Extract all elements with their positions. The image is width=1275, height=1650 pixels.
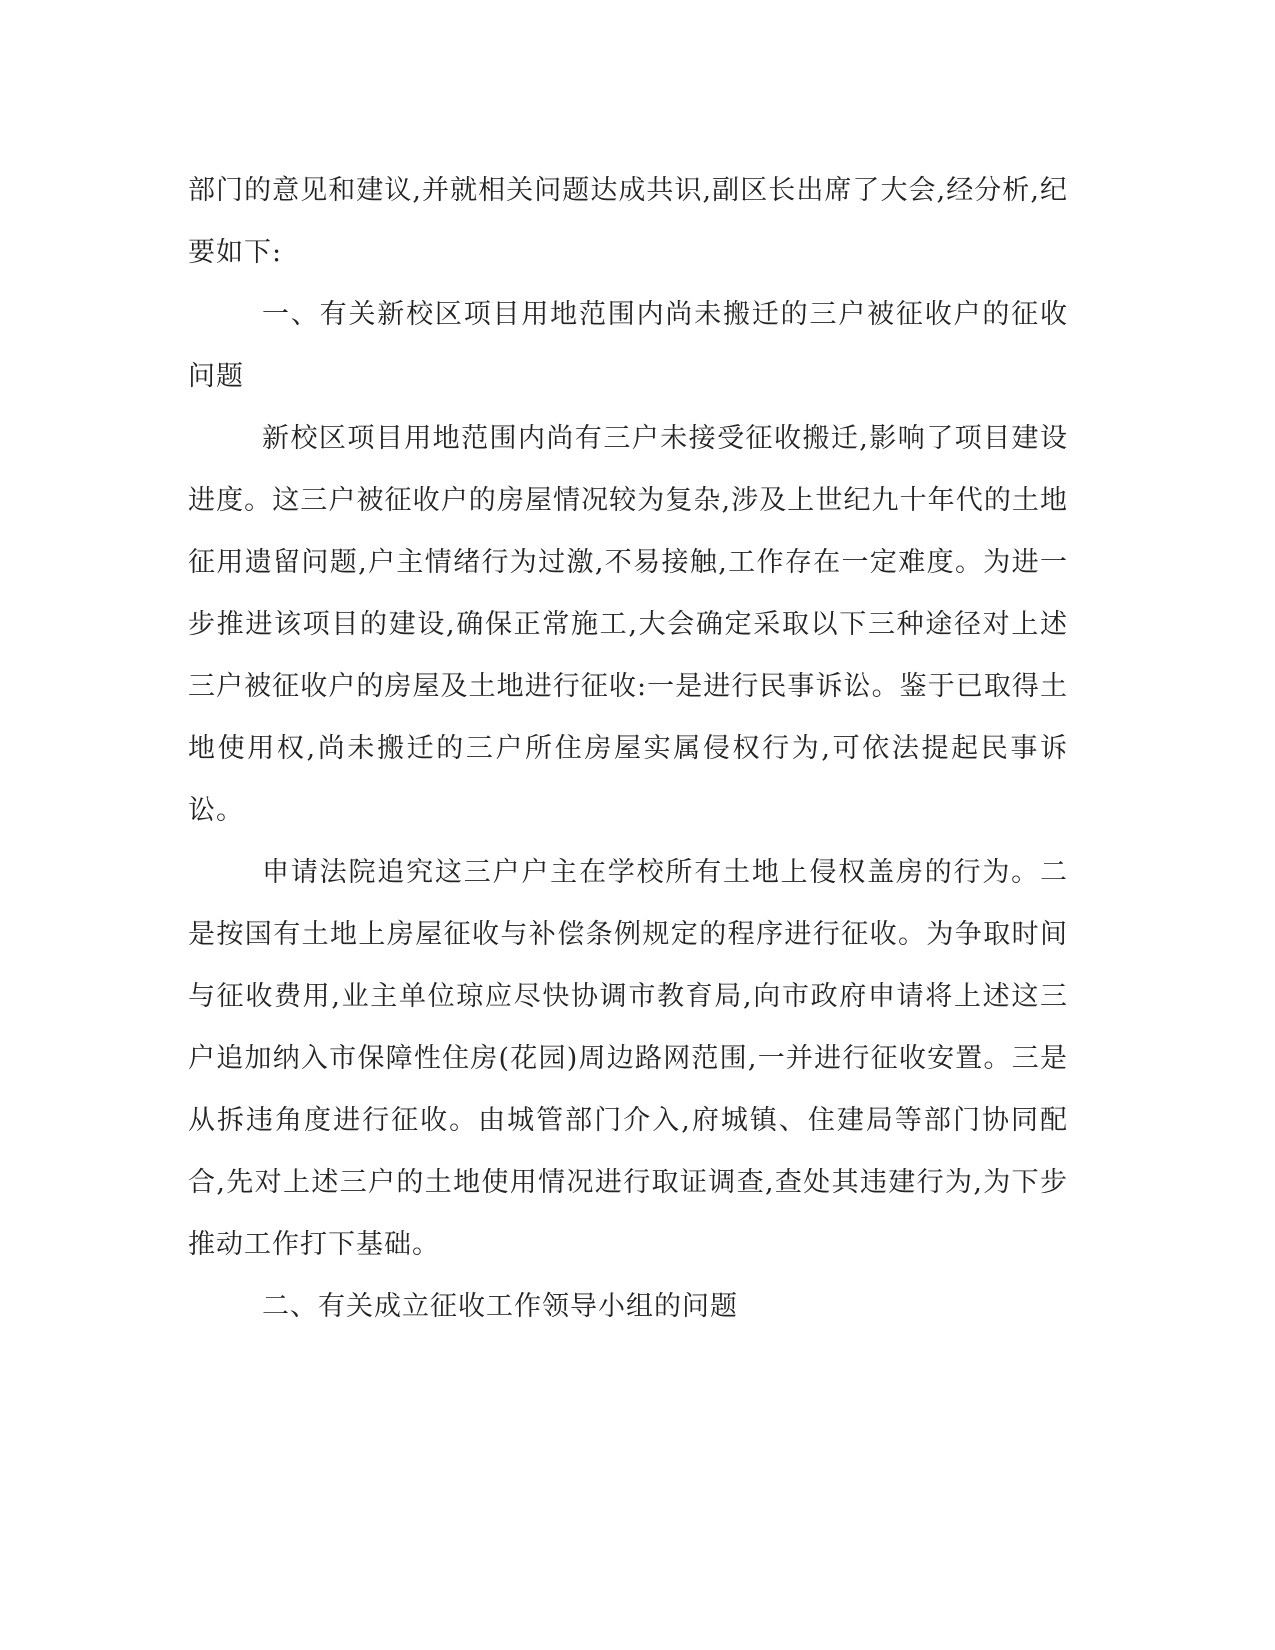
paragraph-section-1-body: 新校区项目用地范围内尚有三户未接受征收搬迁,影响了项目建设进度。这三户被征收户的房屋情况较为复杂,涉及上世纪九十年代的土地征用遗留问题,户主情绪行为过激,不易接触,工作存在一定难度。为进一步推进该项目的建设,确保正常施工,大会确定采取以下三种途径对上述三户被征收户的房屋及土地进行征收:一是进行民事诉讼。鉴于已取得土地使用权,尚未搬迁的三户所住房屋实属侵权行为,可依法提起民事诉讼。: [188, 423, 1068, 826]
section-heading-1: 一、有关新校区项目用地范围内尚未搬迁的三户被征收户的征收问题: [188, 299, 1068, 392]
document-body: [188, 160, 1068, 1338]
section-heading-2: 二、有关成立征收工作领导小组的问题: [262, 1291, 738, 1322]
paragraph-section-1-methods: 申请法院追究这三户户主在学校所有土地上侵权盖房的行为。二是按国有土地上房屋征收与补偿条例规定的程序进行征收。为争取时间与征收费用,业主单位琼应尽快协调市教育局,向市政府申请将上述这三户追加纳入市保障性住房(花园)周边路网范围,一并进行征收安置。三是从拆违角度进行征收。由城管部门介入,府城镇、住建局等部门协同配合,先对上述三户的土地使用情况进行取证调查,查处其违建行为,为下步推动工作打下基础。: [188, 857, 1068, 1260]
paragraph-intro: 部门的意见和建议,并就相关问题达成共识,副区长出席了大会,经分析,纪要如下:: [188, 175, 1068, 268]
